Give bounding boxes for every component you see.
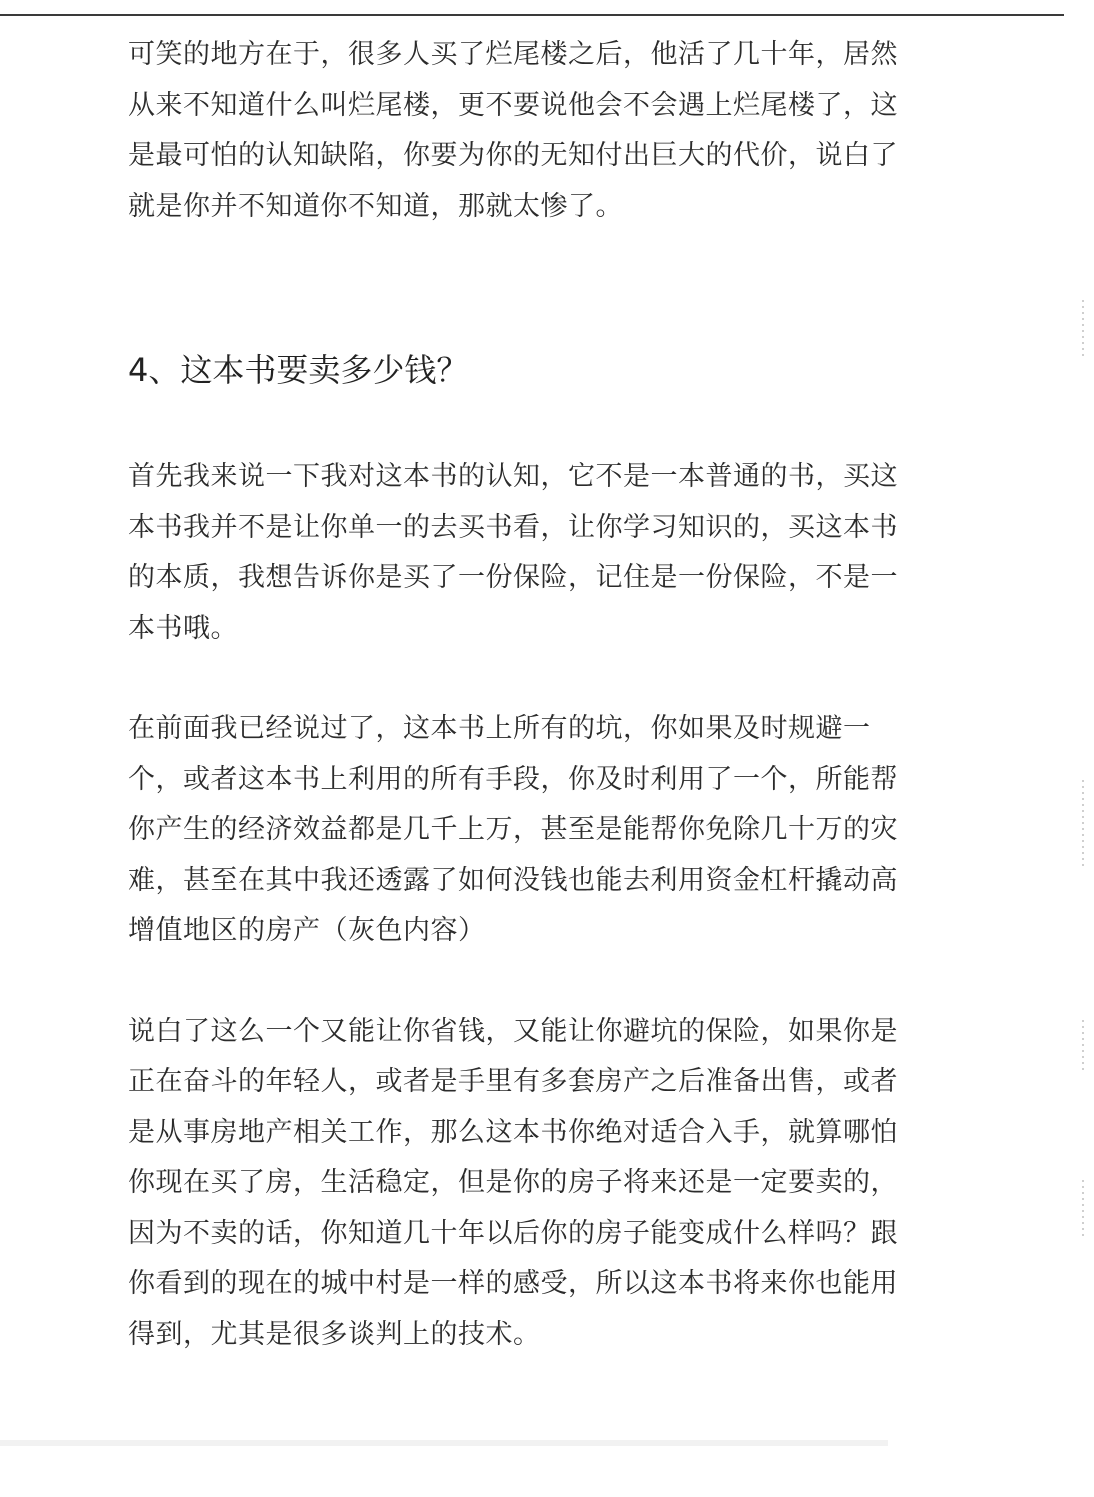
page-bottom-strip xyxy=(0,1440,888,1446)
scan-edge-marks xyxy=(1082,780,1084,870)
paragraph-audience: 说白了这么一个又能让你省钱，又能让你避坑的保险，如果你是正在奋斗的年轻人，或者是手里有多套房产之后准备出售，或者是从事房地产相关工作，那么这本书你绝对适合入手，就算哪怕你现在买了房，生活稳定，但是你的房子将来还是一定要卖的，因为不卖的话，你知道几十年以后你的房子能变成什么样吗？跟你看到的现在的城中村是一样的感受，所以这本书将来你也能用得到，尤其是很多谈判上的技术。 xyxy=(128,1015,898,1350)
paragraph-benefits: 在前面我已经说过了，这本书上所有的坑，你如果及时规避一个，或者这本书上利用的所有手段，你及时利用了一个，所能帮你产生的经济效益都是几千上万，甚至是能帮你免除几十万的灾难，甚至在其中我还透露了如何没钱也能去利用资金杠杆撬动高增值地区的房产（灰色内容） xyxy=(128,713,898,946)
scan-edge-marks xyxy=(1082,300,1084,360)
intro-paragraph: 可笑的地方在于，很多人买了烂尾楼之后，他活了几十年，居然从来不知道什么叫烂尾楼，更不要说他会不会遇上烂尾楼了，这是最可怕的认知缺陷，你要为你的无知付出巨大的代价，说白了就是你并不知道你不知道，那就太惨了。 xyxy=(128,39,898,222)
header-rule xyxy=(0,14,1064,16)
page-header-fragment xyxy=(0,0,1064,12)
scan-edge-marks xyxy=(1082,1180,1084,1240)
scan-edge-marks xyxy=(1082,1020,1084,1070)
section-heading: 4、这本书要卖多少钱？ xyxy=(128,351,469,389)
document-body xyxy=(128,30,918,1360)
paragraph-book-value: 首先我来说一下我对这本书的认知，它不是一本普通的书，买这本书我并不是让你单一的去买书看，让你学习知识的，买这本书的本质，我想告诉你是买了一份保险，记住是一份保险，不是一本书哦。 xyxy=(128,461,898,644)
